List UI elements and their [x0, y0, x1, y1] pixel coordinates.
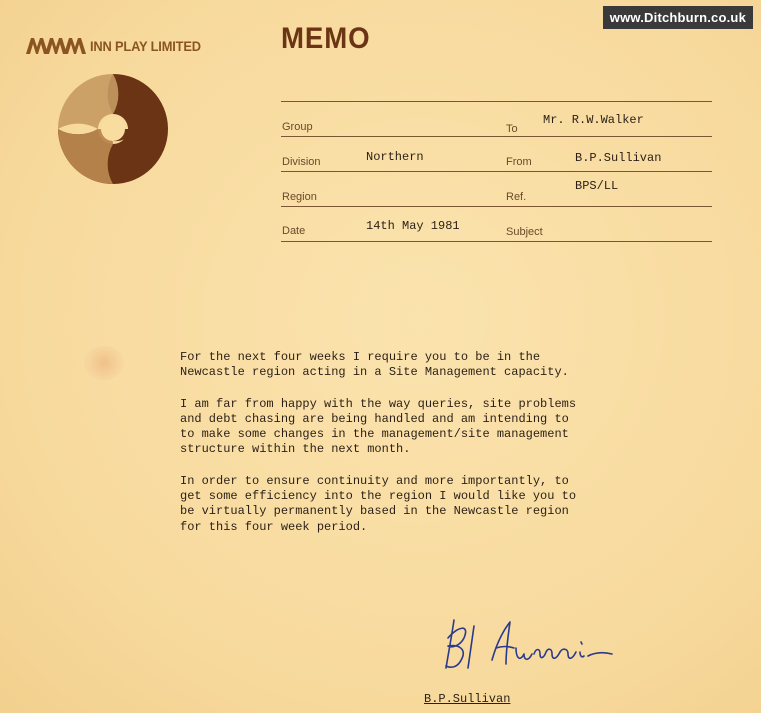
from-value: B.P.Sullivan [575, 151, 662, 165]
body-paragraph: In order to ensure continuity and more importantly, to get some efficiency into the region I would like you to be virtually permanently based in the Newcastle region for this four week period. [180, 473, 577, 534]
handwritten-signature [440, 608, 620, 678]
memo-body [180, 350, 640, 551]
company-header [26, 36, 210, 56]
group-label: Group [282, 121, 313, 133]
body-paragraph: I am far from happy with the way queries, site problems and debt chasing are being handled and am intending to to make some changes in the management/site management structure within the next month. [180, 396, 577, 457]
date-label: Date [282, 225, 306, 237]
form-rule-top [281, 101, 712, 102]
signature-name: B.P.Sullivan [424, 692, 511, 706]
form-rule-group [281, 136, 712, 137]
division-value: Northern [366, 150, 424, 164]
company-name: INN PLAY LIMITED [90, 38, 201, 54]
swirl-logo-icon [54, 70, 172, 188]
paper-stain [84, 346, 124, 380]
ref-label: Ref. [506, 191, 527, 203]
to-value: Mr. R.W.Walker [543, 113, 644, 127]
from-label: From [506, 156, 532, 168]
body-paragraph: For the next four weeks I require you to be in the Newcastle region acting in a Site Management capacity. [180, 350, 569, 380]
memo-title: MEMO [281, 22, 371, 55]
ref-value: BPS/LL [575, 179, 619, 193]
subject-label: Subject [506, 226, 543, 238]
date-value: 14th May 1981 [366, 219, 460, 233]
form-rule-region [281, 206, 712, 207]
watermark-label: www.Ditchburn.co.uk [603, 6, 753, 29]
region-label: Region [282, 191, 317, 203]
form-rule-date [281, 241, 712, 242]
to-label: To [506, 123, 518, 135]
form-rule-division [281, 171, 712, 172]
division-label: Division [282, 156, 321, 168]
company-mark-icon [26, 38, 86, 54]
